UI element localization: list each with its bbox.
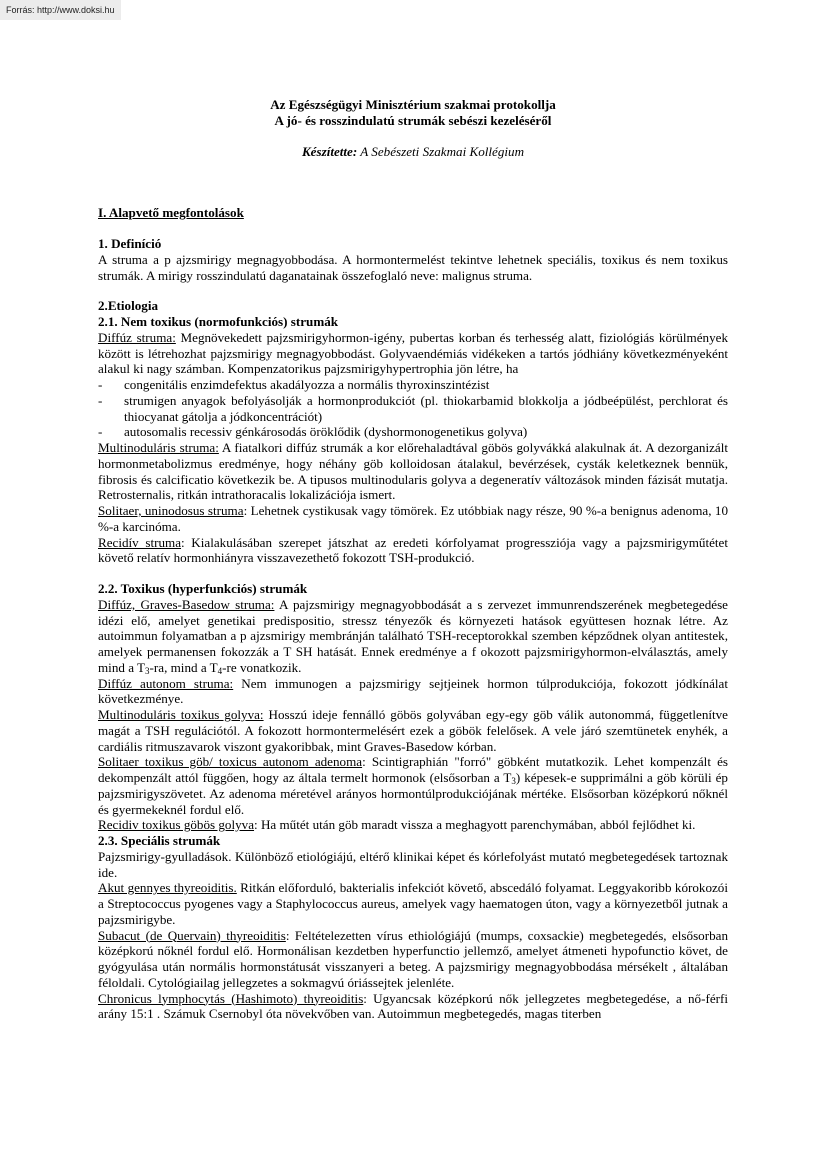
author-value: A Sebészeti Szakmai Kollégium xyxy=(357,143,525,159)
term-label: Recidív struma xyxy=(98,534,182,550)
soltoxic-paragraph: Solitaer toxikus göb/ toxicus autonom adenoma: Scintigraphián "forró" göbként mutatkozik. Lehet kompenzált és dekompenzált attól függően, hogy az általa termelt hormonok (elsősorban a $T_3$) képesek-e supprimálni a göb körüli ép pajzsmirigyszövetet. Az adenoma méretével arányos hormontúlprodukciójának mértéke. Elsősorban középkorú nőknél és gyermekeknél fordul elő. xyxy=(98,754,728,817)
list-item: - congenitális enzimdefektus akadályozza a normális thyroxinszintézist xyxy=(98,377,728,393)
term-label: Solitaer toxikus göb/ toxicus autonom adenoma xyxy=(98,754,363,770)
list-item: - strumigen anyagok befolyásolják a hormonprodukciót (pl. thiokarbamid blokkolja a jódbeépülést, perchlorat és thiocyanat gátolja a jódkoncentrációt) xyxy=(98,393,728,425)
term-label: Multinoduláris toxikus golyva: xyxy=(98,707,264,722)
solitaer-paragraph: Solitaer, uninodosus struma: Lehetnek cystikusak vagy tömörek. Ez utóbbiak nagy része, 90 %-a benignus adenoma, 10 %-a karcinóma. xyxy=(98,503,728,534)
multitoxic-paragraph: Multinoduláris toxikus golyva: Hosszú ideje fennálló göbös golyvában egy-egy göb válik autonommá, függetlenítve magát a TSH regulációtól. A fokozott hormontermelésért ezek a göbök felelősek. A vele járó szemtünetek enyhék, a cardiális ritmuszavarok viszont gyakoribbak, mint Graves-Basedow kórban. xyxy=(98,707,728,754)
term-label: Multinoduláris struma: xyxy=(98,440,219,455)
rectoxic-paragraph: Recidiv toxikus göbös golyva: Ha műtét után göb maradt vissza a meghagyott parenchymában, abból fejlődhet ki. xyxy=(98,817,696,833)
akut-paragraph: Akut gennyes thyreoiditis. Ritkán előforduló, bakterialis infekciót követő, abscedáló folyamat. Leggyakoribb kórokozói a Streptococcus pyogenes vagy a Staphylococcus aureus, amelyek vagy haematogen úton, vagy a környezetből jutnak a pajzsmirigybe. xyxy=(98,880,728,927)
diffuse-struma-paragraph: Diffúz struma: Megnövekedett pajzsmirigyhormon-igény, pubertas korban és terhesség alatt, fiziológiás körülmények között is létrehozhat pajzsmirigy megnagyobbodást. Golyvaendémiás vidékeken a tartós jódhiány következményeként alakul ki nagy számban. Kompenzatorikus pajzsmirigyhypertrophia jön létre, ha xyxy=(98,329,728,377)
definition-heading: 1. Definíció xyxy=(98,236,162,251)
autonom-paragraph: Diffúz autonom struma: Nem immunogen a pajzsmirigy sejtjeinek hormon túlprodukciója, fokozott jódkínálat következménye. xyxy=(98,675,728,707)
list-item: - autosomalis recessiv génkárosodás öröklődik (dyshormonogenetikus golyva) xyxy=(98,424,728,440)
term-label: Diffúz autonom struma: xyxy=(98,675,234,691)
etiology-heading: 2.Etiologia xyxy=(98,298,159,314)
term-label: Akut gennyes thyreoiditis. xyxy=(98,880,237,896)
term-label: Chronicus lymphocytás (Hashimoto) thyreoiditis xyxy=(98,990,364,1006)
doc-title-line1: Az Egészségügyi Minisztérium szakmai protokollja xyxy=(270,97,556,112)
special-intro: Pajzsmirigy-gyulladások. Különböző etiológiájú, eltérő klinikai képet és kórlefolyást mutató megbetegedések tartoznak ide. xyxy=(98,848,728,880)
source-label: Forrás: http://www.doksi.hu xyxy=(0,0,121,20)
causes-list xyxy=(98,377,728,440)
term-label: Recidiv toxikus göbös golyva xyxy=(98,817,255,833)
term-label: Solitaer, uninodosus struma xyxy=(98,503,244,518)
term-label: Subacut (de Quervain) thyreoiditis xyxy=(98,927,286,943)
section-title: I. Alapvető megfontolások xyxy=(98,205,244,221)
nontoxic-heading: 2.1. Nem toxikus (normofunkciós) strumák xyxy=(98,314,339,329)
special-heading: 2.3. Speciális strumák xyxy=(98,833,221,848)
recidiv-paragraph: Recidív struma: Kialakulásában szerepet játszhat az eredeti kórfolyamat progressziója vagy a pajzsmirigyműtétet követő relatív hormonhiányra visszavezethető fokozott TSH-produkció. xyxy=(98,534,729,566)
toxic-heading: 2.2. Toxikus (hyperfunkciós) strumák xyxy=(98,581,308,596)
author-label: Készítette: xyxy=(301,143,358,159)
chronic-paragraph: Chronicus lymphocytás (Hashimoto) thyreoiditis: Ugyancsak középkorú nők jellegzetes megbetegedése, a nő-férfi arány 15:1 . Számuk Csernobyl óta növekvőben van. Autoimmun megbetegedés, magas titerben xyxy=(98,990,728,1022)
multinodular-paragraph: Multinoduláris struma: A fiatalkori diffúz strumák a kor előrehaladtával göbös golyvákká alakulnak át. A dezorganizált hormonmetabolizmus eredménye, hogy néhány göb kolloidosan átalakul, bevérzések, cysták keletkeznek bennük, fibrosis és calcificatio következik be. A tipusos multinodularis golyva a degeneratív változások minden fázisát mutatja. Retrosternalis, ritkán intrathoracalis lokalizációja ismert. xyxy=(98,440,728,503)
term-label: Diffúz struma: xyxy=(98,329,176,345)
definition-text: A struma a p ajzsmirigy megnagyobbodása. A hormontermelést tekintve lehetnek speciális, toxikus és nem toxikus strumák. A mirigy rosszindulatú daganatainak összefoglaló neve: malignus struma. xyxy=(98,251,728,283)
document-page xyxy=(98,97,728,1022)
subacut-paragraph: Subacut (de Quervain) thyreoiditis: Feltételezetten vírus ethiológiájú (mumps, coxsackie) megbetegedés, elsősorban középkorú nőknél fordul elő. Hormonálisan kezdetben hyperfunctio jellemző, amelyet átmeneti hypofunctio követ, de gyógyulása után normális hormonstátusát visszanyeri a beteg. A pajzsmirigy megnagyobbodása mérsékelt , általában féloldali. Cytológiailag jellegzetes a sokmagvú óriássejtek jelenléte. xyxy=(98,927,728,990)
doc-title-line2: A jó- és rosszindulatú strumák sebészi kezeléséről xyxy=(274,112,552,128)
author-line xyxy=(98,144,728,160)
term-label: Diffúz, Graves-Basedow struma: xyxy=(98,596,275,612)
graves-paragraph: Diffúz, Graves-Basedow struma: A pajzsmirigy megnagyobbodását a s zervezet immunrendszerének megbetegedése idézi elő, amelyet genetikai predispositio, stressz tényezők és környezeti hatások együttesen hoznak létre. Az autoimmun folyamatban a p ajzsmirigy membránján található TSH-receptorokkal szemben képződnek olyan antitestek, amelyek permanensen fokozzák a T SH hatását. Ennek eredménye a f okozott pajzsmirigyhormon-elválasztás, amely mind a $T_3-ra$, mind a $T_4-re$ vonatkozik. xyxy=(98,596,728,676)
